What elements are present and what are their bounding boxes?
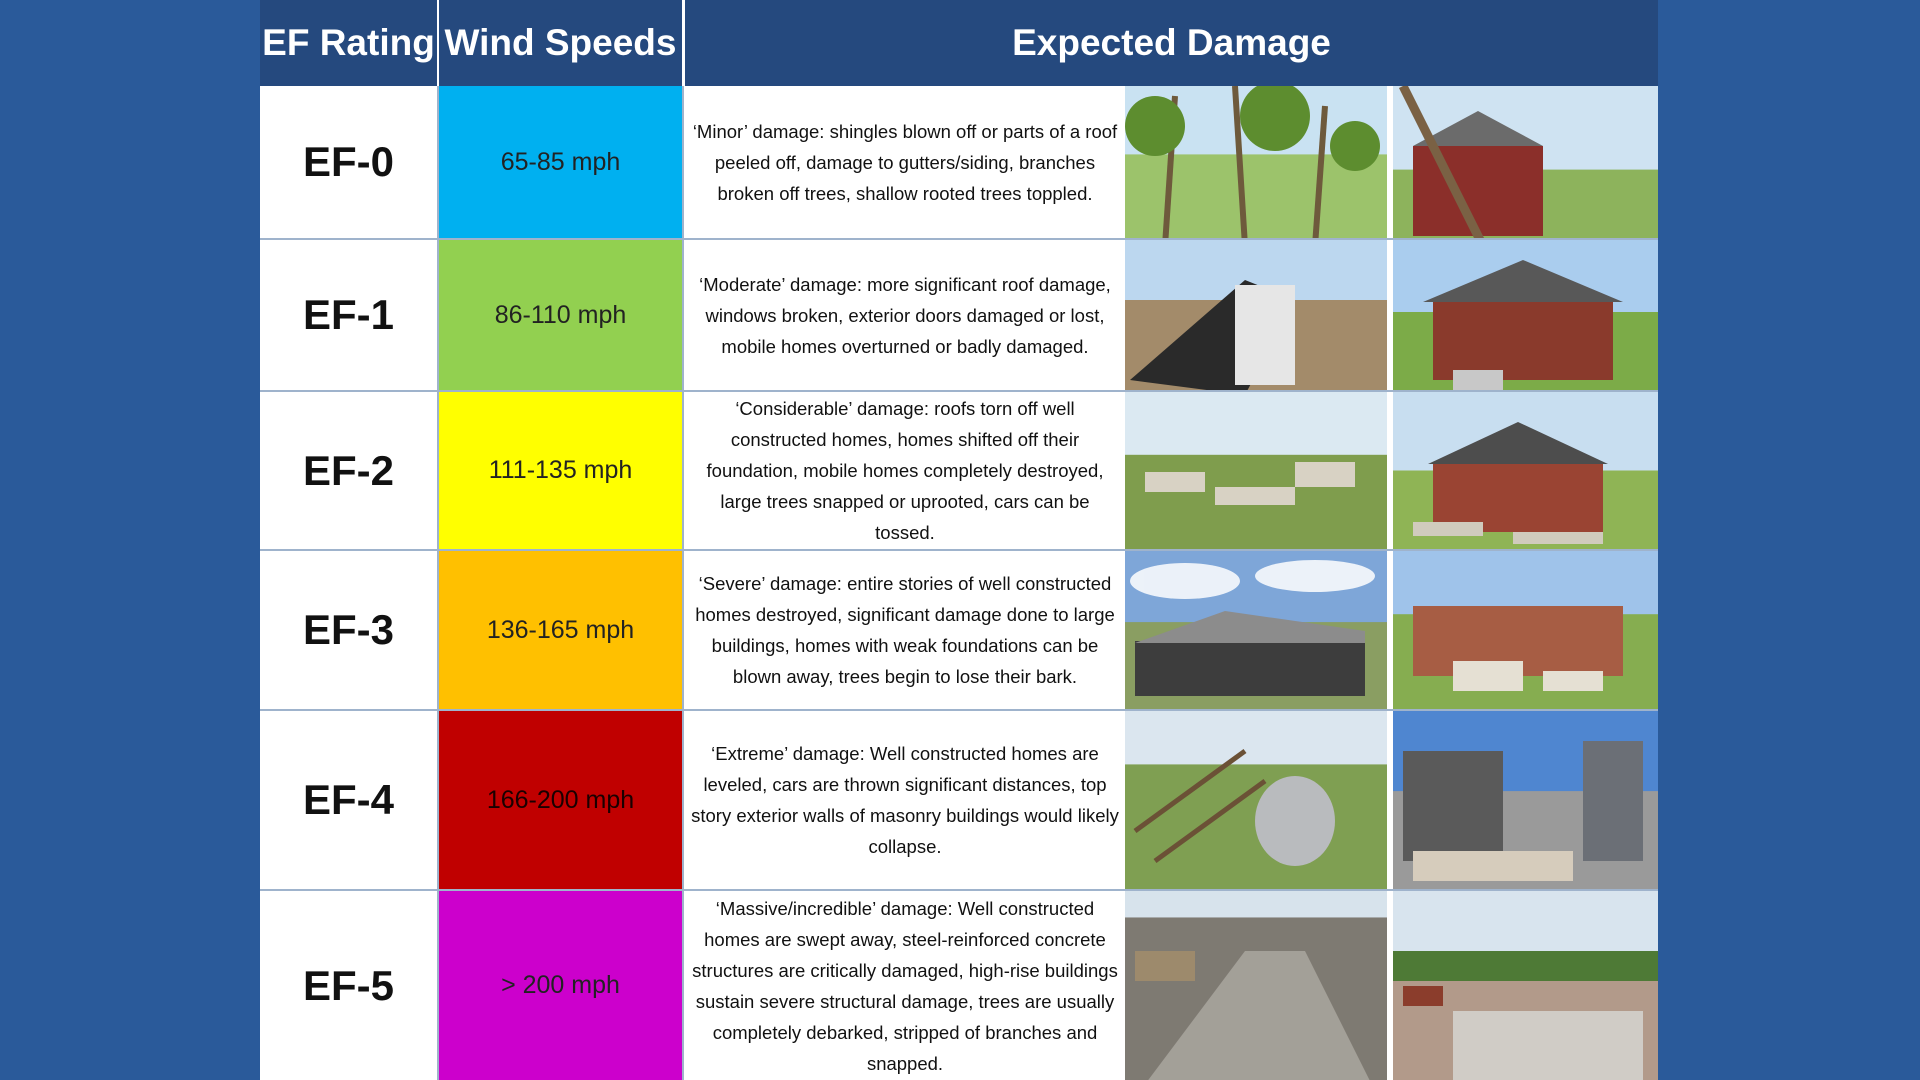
damage-description: ‘Extreme’ damage: Well constructed homes are leveled, cars are thrown significant distances, top story exterior walls of masonry buildings would likely collapse. (691, 743, 1119, 857)
ef-rating-label: EF-0 (302, 138, 394, 185)
wind-speed-cell: 136-165 mph (439, 551, 682, 709)
ef-rating-label: EF-3 (302, 606, 394, 653)
damage-description: ‘Severe’ damage: entire stories of well constructed homes destroyed, significant damage done to large buildings, homes with weak foundations can be blown away, trees begin to lose their bark. (695, 573, 1115, 687)
damage-description: ‘Minor’ damage: shingles blown off or parts of a roof peeled off, damage to gutters/siding, branches broken off trees, shallow rooted trees toppled. (692, 120, 1118, 204)
ef-rating-label: EF-2 (302, 446, 394, 494)
wind-speed-cell: 166-200 mph (439, 711, 682, 889)
damaged-large-building-photo (1125, 551, 1387, 709)
wind-speed-cell: 86-110 mph (439, 240, 682, 390)
destroyed-homes-photo (1393, 551, 1658, 709)
ef-rating-label: EF-5 (302, 961, 394, 1009)
wind-speed-cell: 111-135 mph (439, 392, 682, 549)
tree-on-barn-photo (1393, 86, 1658, 238)
damage-description: ‘Moderate’ damage: more significant roof damage, windows broken, exterior doors damaged or lost, mobile homes overturned or badly damaged. (699, 273, 1111, 357)
damage-description: ‘Considerable’ damage: roofs torn off well constructed homes, homes shifted off their foundation, mobile homes completely destroyed, large trees snapped or uprooted, cars can be tossed. (706, 398, 1104, 543)
snapped-trees-photo (1125, 86, 1387, 238)
column-divider (437, 86, 439, 1080)
header-ef-rating: EF Rating (260, 0, 437, 86)
overturned-mobile-home-photo (1125, 240, 1387, 390)
swept-away-road-photo (1125, 891, 1387, 1080)
ef-rating-label: EF-4 (302, 776, 394, 823)
column-divider (682, 86, 684, 1080)
header-expected-damage: Expected Damage (685, 0, 1658, 86)
ef-rating-label: EF-1 (302, 291, 394, 338)
damage-description: ‘Massive/incredible’ damage: Well constructed homes are swept away, steel-reinforced concrete structures are critically damaged, high-rise buildings sustain severe structural damage, trees are usually completely debarked, stripped of branches and snapped. (692, 897, 1118, 1074)
header-wind-speeds: Wind Speeds (439, 0, 682, 86)
roofless-house-photo (1393, 392, 1658, 549)
wind-speed-cell: > 200 mph (439, 891, 682, 1080)
bare-foundation-photo (1393, 891, 1658, 1080)
ef-scale-table (260, 0, 1658, 1080)
wind-speed-cell: 65-85 mph (439, 86, 682, 238)
thrown-car-photo (1125, 711, 1387, 889)
collapsed-masonry-photo (1393, 711, 1658, 889)
damaged-brick-house-photo (1393, 240, 1658, 390)
debris-field-photo (1125, 392, 1387, 549)
